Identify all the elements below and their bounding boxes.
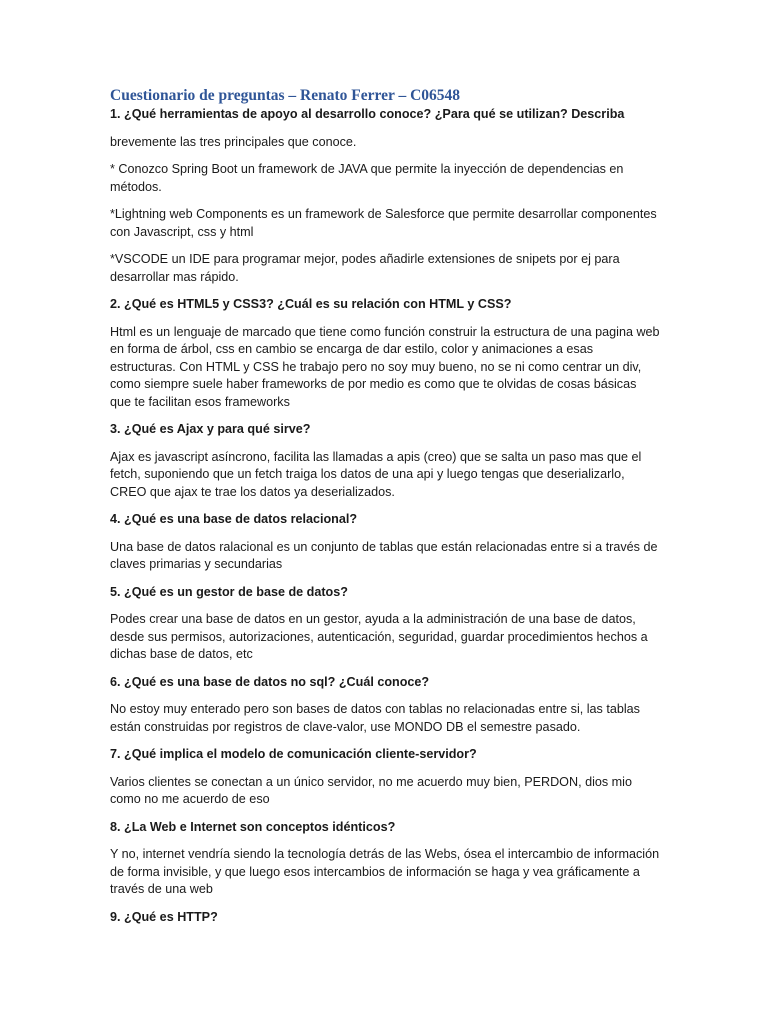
question-5: 5. ¿Qué es un gestor de base de datos? xyxy=(110,584,348,599)
answer-5: Podes crear una base de datos en un gestor, ayuda a la administración de una base de datos, desde sus permisos, autorizaciones, autenticación, seguridad, guardar procedimientos hechos a dichas base de datos, etc xyxy=(110,612,648,661)
question-6: 6. ¿Qué es una base de datos no sql? ¿Cuál conoce? xyxy=(110,674,430,689)
question-9: 9. ¿Qué es HTTP? xyxy=(110,909,218,924)
question-2: 2. ¿Qué es HTML5 y CSS3? ¿Cuál es su relación con HTML y CSS? xyxy=(110,297,512,311)
question-3: 3. ¿Qué es Ajax y para qué sirve? xyxy=(110,422,311,436)
answer-1-item-2: *Lightning web Components es un framework de Salesforce que permite desarrollar componentes con Javascript, css y html xyxy=(110,207,657,239)
document-title: Cuestionario de preguntas – Renato Ferrer – C06548 xyxy=(110,87,461,104)
answer-1-item-1: * Conozco Spring Boot un framework de JAVA que permite la inyección de dependencias en métodos. xyxy=(110,162,624,194)
question-8: 8. ¿La Web e Internet son conceptos idénticos? xyxy=(110,819,396,834)
answer-4: Una base de datos ralacional es un conjunto de tablas que están relacionadas entre si a través de claves primarias y secundarias xyxy=(110,539,658,571)
answer-6: No estoy muy enterado pero son bases de datos con tablas no relacionadas entre si, las tablas están construidas por registros de clave-valor, use MONDO DB el semestre pasado. xyxy=(110,702,640,734)
document-body xyxy=(110,87,660,926)
answer-3: Ajax es javascript asíncrono, facilita las llamadas a apis (creo) que se salta un paso mas que el fetch, suponiendo que un fetch traiga los datos de una api y luego tengas que deserializarlo, CREO que ajax te trae los datos ya deserializados. xyxy=(110,449,642,499)
question-4: 4. ¿Qué es una base de datos relacional? xyxy=(110,512,358,526)
answer-1-item-3: *VSCODE un IDE para programar mejor, podes añadirle extensiones de snipets por ej para desarrollar mas rápido. xyxy=(110,252,620,284)
answer-2: Html es un lenguaje de marcado que tiene como función construir la estructura de una pagina web en forma de árbol, css en cambio se encarga de dar estilo, color y animaciones a esas estructuras. Con HTML y CSS he trabajo pero no soy muy bueno, no se ni como centrar un div, como siempre suele haber frameworks de por medio es como que te olvidas de cosas básicas que te facilitan esos frameworks xyxy=(110,324,660,409)
question-1-continuation: brevemente las tres principales que conoce. xyxy=(110,134,357,149)
question-7: 7. ¿Qué implica el modelo de comunicación cliente-servidor? xyxy=(110,747,477,761)
answer-7: Varios clientes se conectan a un único servidor, no me acuerdo muy bien, PERDON, dios mio como no me acuerdo de eso xyxy=(110,774,632,806)
answer-8: Y no, internet vendría siendo la tecnología detrás de las Webs, ósea el intercambio de información de forma invisible, y que luego esos intercambios de información se haga y vea gráficamente a través de una web xyxy=(110,847,660,896)
question-1: 1. ¿Qué herramientas de apoyo al desarrollo conoce? ¿Para qué se utilizan? Describa xyxy=(110,107,625,121)
